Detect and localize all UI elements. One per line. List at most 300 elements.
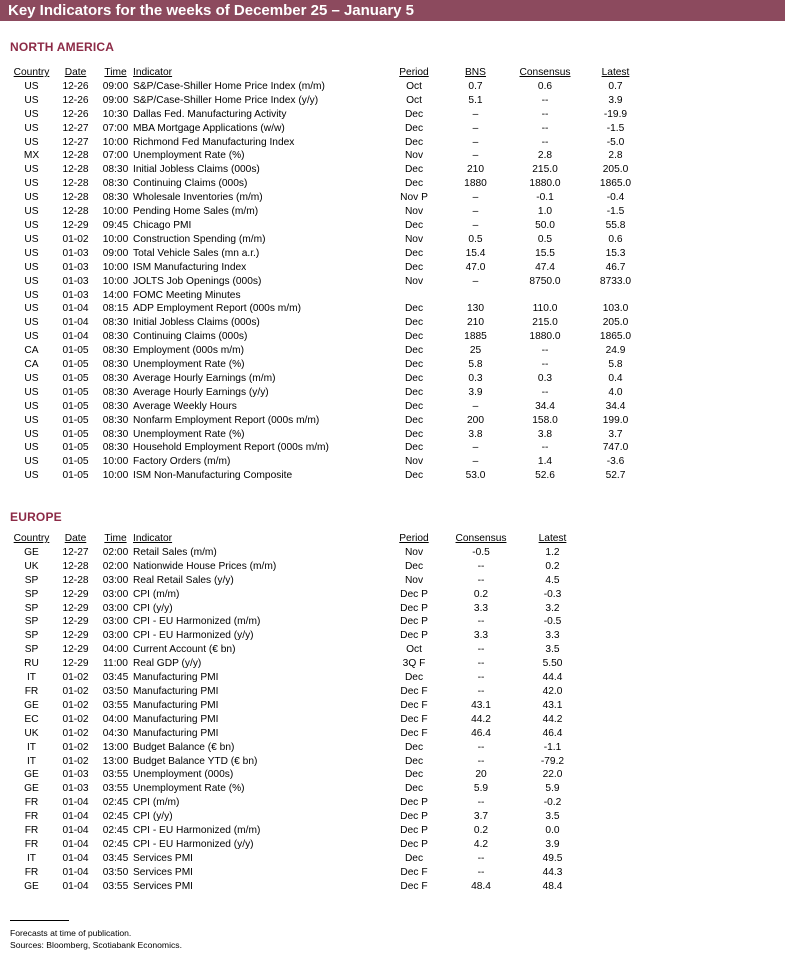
cell-consensus: 158.0 — [532, 414, 558, 426]
cell-indicator: CPI (y/y) — [133, 602, 173, 614]
cell-indicator: Initial Jobless Claims (000s) — [133, 317, 260, 329]
cell-latest: 22.0 — [542, 769, 563, 781]
cell-latest: 46.7 — [605, 261, 626, 273]
cell-latest: 5.8 — [608, 359, 623, 371]
table-row — [10, 441, 650, 455]
cell-latest: 43.1 — [542, 699, 563, 711]
cell-consensus: 44.2 — [471, 713, 491, 725]
cell-indicator: Services PMI — [133, 852, 194, 864]
cell-indicator: Wholesale Inventories (m/m) — [133, 192, 263, 204]
cell-indicator: Current Account (€ bn) — [133, 644, 236, 656]
cell-consensus: -- — [477, 672, 485, 684]
cell-date: 01-05 — [62, 470, 89, 482]
cell-indicator: JOLTS Job Openings (000s) — [133, 275, 262, 287]
cell-latest: 55.8 — [605, 219, 626, 231]
banner-title: Key Indicators for the weeks of December 25 – January 5 — [8, 2, 415, 19]
header-consensus: Consensus — [455, 533, 507, 544]
table-row — [10, 741, 585, 755]
cell-latest: -5.0 — [606, 136, 625, 148]
table-row — [10, 122, 650, 136]
cell-country: EC — [24, 713, 39, 725]
cell-latest: 2.8 — [608, 150, 623, 162]
cell-time: 03:55 — [102, 699, 129, 711]
footer-sources: Sources: Bloomberg, Scotiabank Economics. — [10, 940, 182, 950]
table-row — [10, 824, 585, 838]
cell-country: US — [24, 164, 39, 176]
cell-period: Dec P — [400, 797, 428, 809]
cell-date: 01-04 — [62, 852, 89, 864]
cell-indicator: ISM Non-Manufacturing Composite — [133, 470, 293, 482]
cell-time: 08:30 — [102, 372, 129, 384]
cell-date: 01-04 — [62, 317, 89, 329]
cell-time: 08:30 — [102, 414, 129, 426]
cell-date: 01-04 — [62, 825, 89, 837]
cell-consensus: 0.6 — [537, 80, 553, 92]
cell-bns — [442, 289, 509, 303]
cell-country: GE — [24, 699, 39, 711]
cell-latest: -1.5 — [606, 122, 625, 134]
cell-country: GE — [24, 783, 39, 795]
cell-indicator: Unemployment Rate (%) — [133, 150, 245, 162]
cell-period: Dec — [404, 672, 424, 684]
cell-country: US — [24, 233, 39, 245]
cell-date: 12-28 — [62, 178, 89, 190]
north-america-title: NORTH AMERICA — [10, 40, 115, 54]
cell-period: Nov — [404, 275, 424, 287]
cell-latest: 1.2 — [545, 546, 560, 558]
cell-indicator: Construction Spending (m/m) — [133, 233, 266, 245]
cell-period: Nov — [404, 574, 424, 586]
footer-note: Forecasts at time of publication. — [10, 928, 132, 938]
cell-date: 12-29 — [62, 219, 89, 231]
cell-date: 01-02 — [62, 233, 89, 245]
cell-period: Dec — [404, 560, 424, 572]
table-row — [10, 852, 585, 866]
cell-bns: 3.8 — [468, 428, 483, 440]
cell-country: US — [24, 178, 39, 190]
cell-consensus: -0.1 — [536, 192, 554, 204]
cell-consensus: 52.6 — [535, 470, 555, 482]
cell-latest: 3.9 — [608, 94, 623, 106]
cell-indicator: Manufacturing PMI — [133, 727, 219, 739]
cell-country: FR — [24, 685, 39, 697]
cell-latest: 3.9 — [545, 838, 560, 850]
cell-date: 01-05 — [62, 442, 89, 454]
table-row — [10, 699, 585, 713]
header-latest: Latest — [601, 67, 630, 78]
cell-period: Dec — [404, 345, 424, 357]
cell-indicator: Unemployment Rate (%) — [133, 783, 245, 795]
cell-indicator: Total Vehicle Sales (mn a.r.) — [133, 247, 260, 259]
page-banner — [0, 0, 785, 21]
table-row — [10, 386, 650, 400]
cell-date: 01-02 — [62, 713, 89, 725]
table-row — [10, 602, 585, 616]
cell-bns: – — [472, 108, 479, 120]
cell-indicator: Budget Balance (€ bn) — [133, 741, 235, 753]
cell-date: 01-04 — [62, 303, 89, 315]
cell-indicator: Unemployment Rate (%) — [133, 428, 245, 440]
cell-country: IT — [26, 672, 37, 684]
cell-period: Dec — [404, 852, 424, 864]
cell-bns: – — [472, 206, 479, 218]
table-row — [10, 316, 650, 330]
cell-bns: 200 — [467, 414, 484, 426]
cell-country: FR — [24, 797, 39, 809]
table-row — [10, 713, 585, 727]
cell-latest: 4.5 — [545, 574, 560, 586]
cell-latest: 3.5 — [545, 811, 560, 823]
table-row — [10, 289, 650, 303]
cell-latest: 5.50 — [542, 658, 563, 670]
cell-latest: -19.9 — [603, 108, 628, 120]
cell-indicator: Continuing Claims (000s) — [133, 331, 248, 343]
cell-consensus: -- — [541, 442, 549, 454]
cell-indicator: Manufacturing PMI — [133, 672, 219, 684]
table-row — [10, 372, 650, 386]
cell-latest: 0.6 — [608, 233, 623, 245]
cell-time: 03:00 — [102, 630, 129, 642]
cell-time: 08:30 — [102, 442, 129, 454]
cell-indicator: Continuing Claims (000s) — [133, 178, 248, 190]
cell-time: 08:30 — [102, 317, 129, 329]
cell-indicator: CPI - EU Harmonized (m/m) — [133, 825, 261, 837]
cell-bns: 130 — [467, 303, 484, 315]
cell-consensus: 0.2 — [473, 588, 489, 600]
cell-time: 09:45 — [102, 219, 129, 231]
cell-latest: 44.3 — [542, 866, 563, 878]
table-row — [10, 727, 585, 741]
cell-country: IT — [26, 741, 37, 753]
table-header-row — [10, 532, 585, 546]
cell-country: SP — [24, 574, 39, 586]
europe-title: EUROPE — [10, 510, 62, 524]
cell-period: Dec — [404, 317, 424, 329]
cell-date: 12-26 — [62, 80, 89, 92]
cell-date: 12-27 — [62, 546, 89, 558]
cell-latest: 8733.0 — [599, 275, 632, 287]
cell-date: 12-29 — [62, 658, 89, 670]
cell-consensus: 0.2 — [473, 825, 489, 837]
table-row — [10, 108, 650, 122]
cell-date: 01-05 — [62, 456, 89, 468]
cell-consensus: 1880.0 — [529, 331, 561, 343]
cell-time: 02:45 — [102, 838, 129, 850]
table-row — [10, 629, 585, 643]
table-row — [10, 588, 585, 602]
cell-date: 01-02 — [62, 755, 89, 767]
cell-consensus — [509, 289, 581, 303]
cell-time: 03:50 — [102, 685, 129, 697]
cell-date: 01-02 — [62, 699, 89, 711]
cell-country: US — [24, 317, 39, 329]
table-row — [10, 80, 650, 94]
cell-latest: -1.1 — [543, 741, 562, 753]
cell-latest: -79.2 — [540, 755, 565, 767]
cell-period: Nov — [404, 546, 424, 558]
cell-date: 12-29 — [62, 588, 89, 600]
cell-country: US — [24, 80, 39, 92]
cell-country: SP — [24, 630, 39, 642]
cell-period: Dec F — [400, 727, 428, 739]
cell-date: 12-27 — [62, 136, 89, 148]
cell-indicator: CPI - EU Harmonized (m/m) — [133, 616, 261, 628]
cell-period: Dec — [404, 741, 424, 753]
cell-latest: 199.0 — [602, 414, 629, 426]
cell-latest: 24.9 — [605, 345, 626, 357]
table-row — [10, 657, 585, 671]
cell-country: US — [24, 372, 39, 384]
cell-consensus: -- — [477, 852, 485, 864]
cell-period: Dec — [404, 178, 424, 190]
cell-bns: – — [472, 275, 479, 287]
cell-country: US — [24, 136, 39, 148]
cell-consensus: -- — [541, 122, 549, 134]
cell-indicator: Average Hourly Earnings (m/m) — [133, 372, 276, 384]
cell-country: SP — [24, 602, 39, 614]
cell-period: Dec F — [400, 880, 428, 892]
header-consensus: Consensus — [519, 67, 571, 78]
cell-indicator: Average Weekly Hours — [133, 400, 237, 412]
cell-date: 01-04 — [62, 331, 89, 343]
table-row — [10, 796, 585, 810]
table-row — [10, 94, 650, 108]
cell-time: 08:30 — [102, 386, 129, 398]
cell-period: Dec F — [400, 699, 428, 711]
cell-country: US — [24, 303, 39, 315]
cell-date: 01-05 — [62, 359, 89, 371]
cell-period: Dec P — [400, 811, 428, 823]
cell-consensus: 3.3 — [473, 630, 489, 642]
cell-indicator: Pending Home Sales (m/m) — [133, 206, 259, 218]
cell-country: US — [24, 470, 39, 482]
cell-consensus: 48.4 — [471, 880, 491, 892]
cell-latest — [581, 289, 650, 303]
cell-indicator: S&P/Case-Shiller Home Price Index (y/y) — [133, 94, 319, 106]
cell-period: Dec — [404, 331, 424, 343]
cell-indicator: Chicago PMI — [133, 219, 192, 231]
table-row — [10, 782, 585, 796]
cell-time: 13:00 — [102, 741, 129, 753]
table-row — [10, 866, 585, 880]
table-row — [10, 469, 650, 483]
cell-period: Dec — [404, 136, 424, 148]
cell-country: US — [24, 275, 39, 287]
cell-time: 14:00 — [102, 289, 129, 301]
cell-time: 08:30 — [102, 331, 129, 343]
cell-consensus: 15.5 — [535, 247, 555, 259]
cell-time: 10:00 — [102, 233, 129, 245]
cell-period: Nov — [404, 233, 424, 245]
cell-bns: 210 — [467, 317, 484, 329]
cell-consensus: -- — [477, 644, 485, 656]
cell-consensus: 110.0 — [532, 303, 558, 315]
cell-indicator: CPI - EU Harmonized (y/y) — [133, 838, 254, 850]
cell-country: SP — [24, 588, 39, 600]
header-date: Date — [64, 533, 87, 544]
cell-time: 03:50 — [102, 866, 129, 878]
cell-date: 12-26 — [62, 94, 89, 106]
cell-latest: 1865.0 — [599, 178, 632, 190]
cell-latest: -0.2 — [543, 797, 562, 809]
cell-bns: 5.1 — [468, 94, 483, 106]
cell-date: 12-29 — [62, 630, 89, 642]
cell-period: Dec — [404, 108, 424, 120]
cell-time: 04:00 — [102, 713, 129, 725]
cell-time: 10:00 — [102, 136, 129, 148]
cell-country: IT — [26, 852, 37, 864]
header-indicator: Indicator — [133, 533, 173, 544]
cell-time: 10:00 — [102, 456, 129, 468]
cell-period: Nov — [404, 456, 424, 468]
cell-date: 12-29 — [62, 602, 89, 614]
cell-period — [386, 289, 442, 303]
table-row — [10, 149, 650, 163]
cell-indicator: Unemployment (000s) — [133, 769, 234, 781]
cell-time: 10:00 — [102, 275, 129, 287]
cell-latest: 42.0 — [542, 685, 563, 697]
table-row — [10, 275, 650, 289]
cell-time: 04:30 — [102, 727, 129, 739]
table-row — [10, 247, 650, 261]
cell-consensus: 1.4 — [537, 456, 553, 468]
cell-date: 12-26 — [62, 108, 89, 120]
cell-latest: -3.6 — [606, 456, 625, 468]
cell-period: Oct — [406, 644, 422, 656]
cell-latest: 747.0 — [602, 442, 629, 454]
cell-time: 11:00 — [103, 658, 128, 670]
cell-bns: 210 — [467, 164, 484, 176]
cell-time: 03:45 — [102, 852, 129, 864]
cell-period: Dec — [404, 470, 424, 482]
cell-date: 01-03 — [62, 261, 89, 273]
cell-latest: -0.4 — [606, 192, 625, 204]
cell-country: GE — [24, 769, 39, 781]
cell-bns: 1880 — [464, 178, 487, 190]
cell-time: 03:00 — [102, 602, 129, 614]
header-bns: BNS — [465, 67, 486, 78]
cell-period: Dec P — [400, 630, 428, 642]
cell-consensus: 34.4 — [535, 400, 555, 412]
table-row — [10, 136, 650, 150]
cell-time: 02:00 — [102, 560, 129, 572]
cell-period: Dec — [404, 359, 424, 371]
cell-indicator: Unemployment Rate (%) — [133, 359, 245, 371]
header-period: Period — [399, 533, 429, 544]
cell-consensus: 4.2 — [473, 838, 489, 850]
cell-consensus: 8750.0 — [529, 275, 561, 287]
cell-bns: – — [472, 150, 479, 162]
table-row — [10, 615, 585, 629]
cell-indicator: Manufacturing PMI — [133, 685, 219, 697]
cell-period: Dec P — [400, 588, 428, 600]
header-indicator: Indicator — [133, 67, 173, 78]
cell-date: 01-04 — [62, 811, 89, 823]
cell-bns: 0.3 — [468, 372, 483, 384]
table-row — [10, 302, 650, 316]
cell-date: 12-28 — [62, 560, 89, 572]
cell-date: 12-28 — [62, 574, 89, 586]
table-row — [10, 177, 650, 191]
cell-bns: – — [472, 442, 479, 454]
cell-period: Nov P — [400, 192, 428, 204]
cell-consensus: 43.1 — [471, 699, 491, 711]
cell-country: FR — [24, 811, 39, 823]
cell-time: 08:30 — [102, 428, 129, 440]
cell-date: 12-28 — [62, 192, 89, 204]
cell-indicator: Budget Balance YTD (€ bn) — [133, 755, 258, 767]
cell-country: SP — [24, 616, 39, 628]
cell-date: 01-05 — [62, 372, 89, 384]
table-row — [10, 163, 650, 177]
table-row — [10, 455, 650, 469]
cell-country: MX — [23, 150, 40, 162]
cell-consensus: -- — [477, 797, 485, 809]
cell-country: US — [24, 289, 39, 301]
cell-consensus: 215.0 — [532, 164, 558, 176]
cell-consensus: -- — [477, 574, 485, 586]
cell-latest: 3.5 — [545, 644, 560, 656]
cell-latest: -0.5 — [543, 616, 562, 628]
cell-time: 10:00 — [102, 470, 129, 482]
cell-time: 08:30 — [102, 178, 129, 190]
cell-period: Dec F — [400, 685, 428, 697]
table-row — [10, 344, 650, 358]
cell-consensus: -0.5 — [472, 546, 490, 558]
cell-date: 01-02 — [62, 685, 89, 697]
cell-consensus: 0.3 — [537, 372, 553, 384]
cell-time: 08:30 — [102, 359, 129, 371]
cell-period: Nov — [404, 150, 424, 162]
cell-country: FR — [24, 866, 39, 878]
cell-latest: -0.3 — [543, 588, 562, 600]
cell-country: US — [24, 192, 39, 204]
cell-latest: 46.4 — [542, 727, 563, 739]
cell-bns: 1885 — [464, 331, 487, 343]
cell-consensus: 0.5 — [537, 233, 553, 245]
table-row — [10, 261, 650, 275]
cell-indicator: Richmond Fed Manufacturing Index — [133, 136, 295, 148]
cell-bns: 47.0 — [465, 261, 486, 273]
cell-latest: 103.0 — [602, 303, 629, 315]
cell-date: 01-03 — [62, 289, 89, 301]
cell-time: 08:30 — [102, 192, 129, 204]
cell-consensus: -- — [477, 866, 485, 878]
cell-latest: 48.4 — [542, 880, 563, 892]
cell-indicator: ISM Manufacturing Index — [133, 261, 247, 273]
cell-country: US — [24, 331, 39, 343]
cell-date: 12-28 — [62, 206, 89, 218]
cell-latest: 205.0 — [602, 317, 629, 329]
cell-indicator: ADP Employment Report (000s m/m) — [133, 303, 301, 315]
cell-consensus: -- — [477, 755, 485, 767]
cell-period: Dec P — [400, 825, 428, 837]
cell-consensus: -- — [541, 345, 549, 357]
cell-country: US — [24, 219, 39, 231]
cell-period: Oct — [406, 80, 422, 92]
cell-latest: 5.9 — [545, 783, 560, 795]
cell-date: 01-02 — [62, 741, 89, 753]
cell-latest: 3.7 — [608, 428, 623, 440]
cell-time: 02:45 — [102, 811, 129, 823]
cell-period: 3Q F — [402, 658, 426, 670]
cell-latest: -1.5 — [606, 206, 625, 218]
cell-indicator: CPI (y/y) — [133, 811, 173, 823]
cell-period: Dec P — [400, 602, 428, 614]
cell-consensus: 215.0 — [532, 317, 558, 329]
cell-time: 09:00 — [102, 247, 129, 259]
cell-indicator: Nonfarm Employment Report (000s m/m) — [133, 414, 320, 426]
